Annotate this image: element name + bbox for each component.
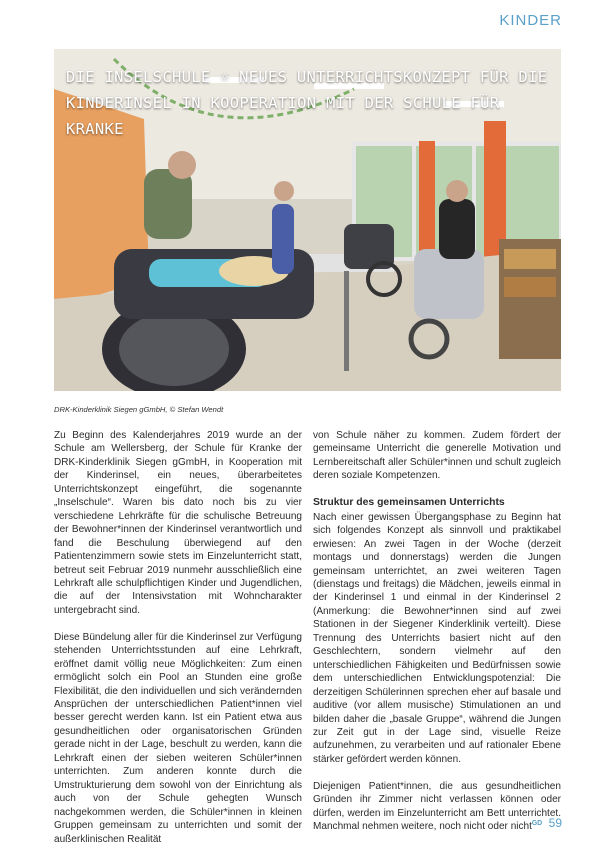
photo-title [66,64,556,142]
paragraph: von Schule näher zu kommen. Zudem fördert der gemeinsame Unterricht die generelle Motivation und Lernbereitschaft aller Schüler*innen und schult zugleich deren soziale Kompetenzen. [313,430,561,482]
section-heading: Struktur des gemeinsamen Unterrichts [313,497,505,509]
title-part-1: DIE INSELSCHULE [66,68,211,86]
page-number: 59 [548,816,562,830]
photo-caption: DRK-Kinderklinik Siegen gGmbH, © Stefan Wendt [54,405,224,414]
section-tag: KINDER [499,12,562,29]
paragraph: Zu Beginn des Kalenderjahres 2019 wurde an der Schule am Wellersberg, der Schule für Kranke der DRK-Kinderklinik Siegen gGmbH, in Kooperation mit der Kinderinsel, ein neues, überarbeitetes Unterrichtskonzept eingeführt, die sogenannte „Inselschule“. Waren bis dato noch bis zu vier verschiedene Lehrkräfte für die schulische Betreuung der Bewohner*innen der Kinderinsel verantwortlich und fand die Beschulung überwiegend auf den Patientenzimmern sowie stets im Einzelunterricht statt, betreut seit Februar 2019 nunmehr ausschließlich eine Lehrkraft alle schulpflichtigen Kinder und Jugendlichen, die auf der Intensivstation mit Wohncharakter untergebracht sind. [54,430,302,616]
paragraph: Diejenigen Patient*innen, die aus gesundheitlichen Gründen ihr Zimmer nicht verlassen können oder dürfen, werden im Einzelunterricht am Bett unterrichtet. Manchmal nehmen weitere, noch nicht oder nicht [313,780,561,833]
page-footer [532,814,562,832]
title-part-2: NEUES UNTERRICHTSKONZEPT FÜR DIE KINDERINSEL IN KOOPERATION MIT DER SCHULE FÜR KRANKE [66,68,548,138]
paragraph: Diese Bündelung aller für die Kinderinsel zur Verfügung stehenden Unterrichtsstunden auf eine Lehrkraft, eröffnet damit völlig neue Möglichkeiten: Zum einen ermöglicht solch ein Pool an Stunden eine große Flexibilität, die den individuellen und sich verändernden Ansprüchen der unterschiedlichen Patient*innen viel besser gerecht werden kann. Ist ein Patient etwa aus gesundheitlichen oder organisatorischen Gründen gerade nicht in der Lage, beschult zu werden, kann die Lehrkraft einen der sieben weiteren Schüler*innen unterrichten. Zum anderen konnte durch die Umstrukturierung dem sowohl von der Einrichtung als auch von der Schule gehegten Wunsch nachgekommen werden, die Schüler*innen in kleinen Gruppen gemeinsam zu unterrichten und somit der außerklinischen Realität [54,631,302,845]
classroom-photo [54,49,561,391]
left-column [54,429,302,846]
publication-mark: GD [531,820,543,827]
sun-icon: ☼ [220,68,230,86]
right-column [313,429,561,846]
paragraph: Nach einer gewissen Übergangsphase zu Beginn hat sich folgendes Konzept als sinnvoll und praktikabel erwiesen: An zwei Tagen in der Woche (derzeit montags und donnerstags) werden die Jungen gemeinsam unterrichtet, an zwei weiteren Tagen (dienstags und freitags) die Mädchen, jeweils einmal in der Kinderinsel 1 und einmal in der Kinderinsel 2 (Anmerkung: die Bewohner*innen sind auf zwei Stationen in der Siegener Kinderklinik verteilt). Diese Trennung des Unterrichts basiert nicht auf den Geschlechtern, sondern vielmehr auf den unterschiedlichen Fähigkeiten und Bedürfnissen sowie dem unterschiedlichen Entwicklungspotenzial: Die derzeitigen Schülerinnen sprechen eher auf basale und auditive (vor allem musische) Stimulationen an und bilden daher die „basale Gruppe“, während die Jungen zur Zeit gut in der Lage sind, visuelle Reize aufzunehmen, zu verarbeiten und auf rationaler Ebene stärker gefördert werden können. [313,511,561,765]
